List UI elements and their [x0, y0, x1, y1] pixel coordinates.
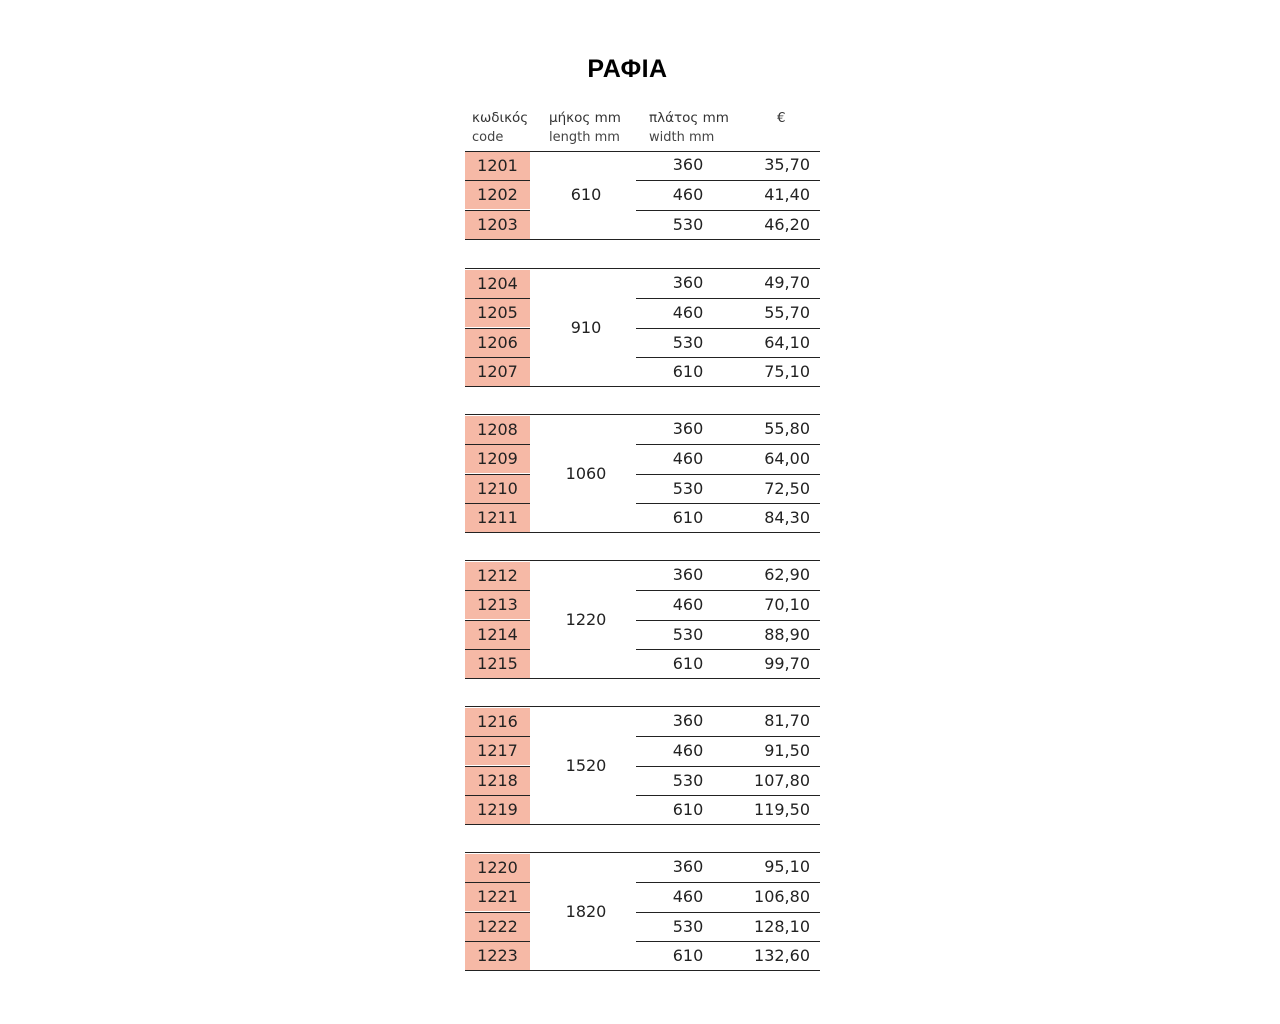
code-cell: 1204 [465, 270, 530, 298]
table-row [636, 912, 820, 942]
price-cell: 41,40 [764, 185, 810, 204]
width-cell: 360 [672, 273, 704, 292]
header-width-gr: πλάτος mm [649, 110, 729, 126]
length-cell: 1820 [565, 902, 607, 921]
size-group [465, 560, 820, 679]
price-cell: 70,10 [764, 595, 810, 614]
header-price-symbol: € [777, 110, 786, 126]
table-row [636, 474, 820, 504]
width-cell: 610 [672, 508, 704, 527]
table-row [636, 620, 820, 650]
table-row [636, 590, 820, 620]
code-separator [465, 590, 530, 591]
width-cell: 360 [672, 155, 704, 174]
code-cell: 1205 [465, 299, 530, 327]
header-code-en: code [472, 130, 504, 145]
code-cell: 1218 [465, 767, 530, 795]
width-cell: 460 [672, 595, 704, 614]
table-row [636, 503, 820, 533]
table-row [636, 882, 820, 912]
table-row [636, 180, 820, 210]
price-cell: 88,90 [764, 625, 810, 644]
code-cell: 1219 [465, 796, 530, 824]
table-row [636, 561, 820, 590]
table-row [636, 707, 820, 736]
price-cell: 81,70 [764, 711, 810, 730]
code-cell: 1208 [465, 416, 530, 444]
code-separator [465, 328, 530, 329]
width-cell: 360 [672, 857, 704, 876]
table-row [636, 649, 820, 679]
code-separator [465, 503, 530, 504]
code-separator [465, 180, 530, 181]
code-separator [465, 941, 530, 942]
price-cell: 128,10 [754, 917, 810, 936]
code-separator [465, 444, 530, 445]
price-cell: 72,50 [764, 479, 810, 498]
header-length-en: length mm [549, 130, 620, 145]
length-cell: 1220 [565, 610, 607, 629]
width-cell: 460 [672, 185, 704, 204]
page-title: ΡΑΦΙΑ [587, 55, 668, 83]
code-cell: 1212 [465, 562, 530, 590]
code-cell: 1222 [465, 913, 530, 941]
price-cell: 91,50 [764, 741, 810, 760]
table-row [636, 941, 820, 971]
code-separator [465, 795, 530, 796]
width-cell: 530 [672, 479, 704, 498]
code-cell: 1223 [465, 942, 530, 970]
size-group [465, 151, 820, 240]
code-separator [465, 474, 530, 475]
width-cell: 460 [672, 303, 704, 322]
code-separator [465, 649, 530, 650]
code-cell: 1211 [465, 504, 530, 532]
table-row [636, 210, 820, 240]
price-cell: 35,70 [764, 155, 810, 174]
width-cell: 530 [672, 625, 704, 644]
size-group [465, 706, 820, 825]
table-row [636, 357, 820, 387]
width-cell: 460 [672, 887, 704, 906]
length-cell: 1060 [565, 464, 607, 483]
size-group [465, 852, 820, 971]
header-length [549, 108, 621, 148]
price-cell: 132,60 [754, 946, 810, 965]
code-cell: 1210 [465, 475, 530, 503]
header-length-gr: μήκος mm [549, 110, 621, 126]
code-cell: 1209 [465, 445, 530, 473]
price-cell: 55,70 [764, 303, 810, 322]
width-cell: 530 [672, 333, 704, 352]
code-separator [465, 210, 530, 211]
width-cell: 610 [672, 800, 704, 819]
table-row [636, 795, 820, 825]
code-separator [465, 882, 530, 883]
code-cell: 1216 [465, 708, 530, 736]
header-price [777, 108, 786, 128]
table-header [465, 108, 820, 152]
header-code-gr: κωδικός [472, 110, 529, 126]
code-separator [465, 620, 530, 621]
width-cell: 610 [672, 946, 704, 965]
width-cell: 530 [672, 215, 704, 234]
table-row [636, 415, 820, 444]
price-cell: 64,10 [764, 333, 810, 352]
price-cell: 107,80 [754, 771, 810, 790]
code-cell: 1220 [465, 854, 530, 882]
table-row [636, 328, 820, 358]
table-row [636, 853, 820, 882]
table-row [636, 444, 820, 474]
table-row [636, 151, 820, 180]
price-cell: 84,30 [764, 508, 810, 527]
code-cell: 1206 [465, 329, 530, 357]
code-cell: 1217 [465, 737, 530, 765]
price-cell: 119,50 [754, 800, 810, 819]
price-cell: 64,00 [764, 449, 810, 468]
code-cell: 1213 [465, 591, 530, 619]
code-cell: 1207 [465, 358, 530, 386]
table-row [636, 766, 820, 796]
length-cell: 610 [570, 185, 602, 204]
price-cell: 75,10 [764, 362, 810, 381]
code-separator [465, 298, 530, 299]
price-cell: 62,90 [764, 565, 810, 584]
code-separator [465, 736, 530, 737]
code-cell: 1214 [465, 621, 530, 649]
width-cell: 360 [672, 565, 704, 584]
price-cell: 106,80 [754, 887, 810, 906]
code-cell: 1203 [465, 211, 530, 239]
length-cell: 1520 [565, 756, 607, 775]
table-row [636, 298, 820, 328]
length-cell: 910 [570, 318, 602, 337]
width-cell: 530 [672, 771, 704, 790]
table-row [636, 736, 820, 766]
code-cell: 1221 [465, 883, 530, 911]
header-code [472, 108, 528, 148]
table-row [636, 269, 820, 298]
width-cell: 360 [672, 419, 704, 438]
code-cell: 1215 [465, 650, 530, 678]
code-cell: 1201 [465, 152, 530, 180]
width-cell: 360 [672, 711, 704, 730]
header-width-en: width mm [649, 130, 715, 145]
price-cell: 55,80 [764, 419, 810, 438]
width-cell: 530 [672, 917, 704, 936]
code-separator [465, 912, 530, 913]
width-cell: 610 [672, 654, 704, 673]
code-separator [465, 766, 530, 767]
size-group [465, 268, 820, 387]
size-group [465, 414, 820, 533]
price-cell: 95,10 [764, 857, 810, 876]
width-cell: 460 [672, 741, 704, 760]
price-cell: 49,70 [764, 273, 810, 292]
price-cell: 99,70 [764, 654, 810, 673]
width-cell: 460 [672, 449, 704, 468]
code-separator [465, 357, 530, 358]
price-cell: 46,20 [764, 215, 810, 234]
header-width [649, 108, 729, 148]
width-cell: 610 [672, 362, 704, 381]
code-cell: 1202 [465, 181, 530, 209]
